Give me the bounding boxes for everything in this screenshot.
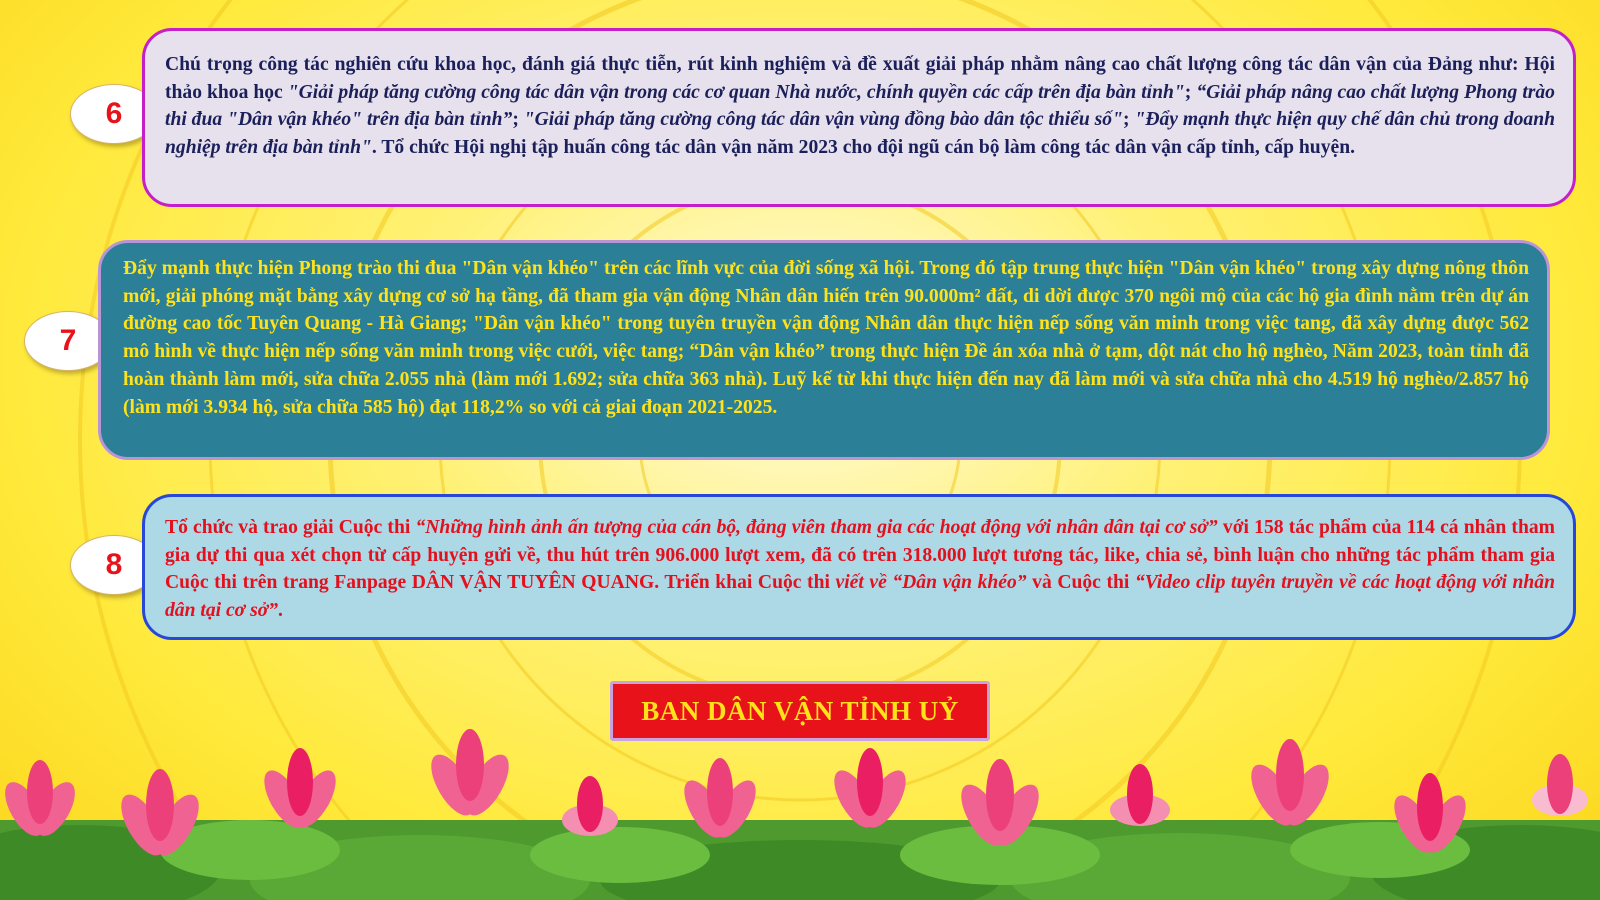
panel-text: ; [1184, 81, 1197, 103]
content-panel-8 [142, 494, 1576, 640]
item-number-badge-6: 6 [70, 84, 158, 144]
italic-title-text: viết về “Dân vận khéo” [835, 572, 1027, 593]
panel-text: ; [1123, 109, 1135, 130]
panel-text: . [278, 599, 283, 621]
item-number-badge-8: 8 [70, 535, 158, 595]
panel-text: ; [512, 109, 524, 130]
lotus-band [0, 820, 1600, 900]
panel-text: Chú trọng công tác nghiên cứu khoa học, đánh giá thực tiễn, rút kinh nghiệm và đề xuất giải pháp nhằm nâng cao chất lượng công tác dân vận của Đảng như: Hội thảo khoa học [165, 54, 1555, 103]
panel-text: . Tổ chức Hội nghị tập huấn công tác dân vận năm 2023 cho đội ngũ cán bộ làm công tác dân vận cấp tỉnh, cấp huyện. [371, 136, 1355, 158]
content-panel-7 [98, 240, 1550, 460]
panel-text: Đẩy mạnh thực hiện Phong trào thi đua "Dân vận khéo" trên các lĩnh vực của đời sống xã hội. Trong đó tập trung thực hiện "Dân vận khéo" trong xây dựng nông thôn mới, giải phóng mặt bằng xây dựng cơ sở hạ tầng, đã tham gia vận động Nhân dân hiến trên 90.000m² đất, di dời được 370 ngôi mộ của các hộ gia đình nằm trên dự án đường cao tốc Tuyên Quang - Hà Giang; "Dân vận khéo" trong tuyên truyền vận động Nhân dân thực hiện nếp sống văn minh trong việc tang, đã xây dựng được 562 mô hình về thực hiện nếp sống văn minh trong việc cưới, việc tang; “Dân vận khéo” trong thực hiện Đề án xóa nhà ở tạm, dột nát cho hộ nghèo, Năm 2023, toàn tỉnh đã hoàn thành làm mới, sửa chữa 2.055 nhà (làm mới 1.692; sửa chữa 363 nhà). Luỹ kế từ khi thực hiện đến nay đã làm mới và sửa chữa nhà cho 4.519 hộ nghèo/2.857 hộ (làm mới 3.934 hộ, sửa chữa 585 hộ) đạt 118,2% so với cả giai đoạn 2021-2025. [123, 258, 1529, 418]
italic-title-text: “Những hình ảnh ấn tượng của cán bộ, đảng viên tham gia các hoạt động với nhân dân tại cơ sở” [415, 517, 1218, 538]
item-number-badge-7: 7 [24, 311, 112, 371]
italic-title-text: "Giải pháp tăng cường công tác dân vận vùng đồng bào dân tộc thiểu số" [523, 109, 1123, 130]
italic-title-text: “Video clip tuyên truyền về các hoạt động với nhân dân tại cơ sở” [165, 572, 1555, 621]
panel-text: và Cuộc thi [1026, 572, 1135, 593]
panel-text: với 158 tác phẩm của 114 cá nhân tham gia dự thi qua xét chọn từ cấp huyện gửi về, thu hút trên 906.000 lượt xem, đã có trên 318.000 lượt tương tác, like, chia sẻ, bình luận cho những tác phẩm tham gia Cuộc thi trên trang Fanpage DÂN VẬN TUYÊN QUANG. Triển khai Cuộc thi [165, 517, 1555, 593]
panel-text: Tổ chức và trao giải Cuộc thi [165, 517, 416, 538]
italic-title-text: “Giải pháp nâng cao chất lượng Phong trào thi đua "Dân vận khéo" trên địa bàn tỉnh” [165, 81, 1555, 130]
italic-title-text: "Đẩy mạnh thực hiện quy chế dân chủ trong doanh nghiệp trên địa bàn tỉnh" [165, 109, 1555, 158]
footer-organization-banner: BAN DÂN VẬN TỈNH UỶ [610, 681, 990, 741]
content-panel-6 [142, 28, 1576, 207]
italic-title-text: "Giải pháp tăng cường công tác dân vận trong các cơ quan Nhà nước, chính quyền các cấp trên địa bàn tỉnh" [287, 81, 1185, 103]
